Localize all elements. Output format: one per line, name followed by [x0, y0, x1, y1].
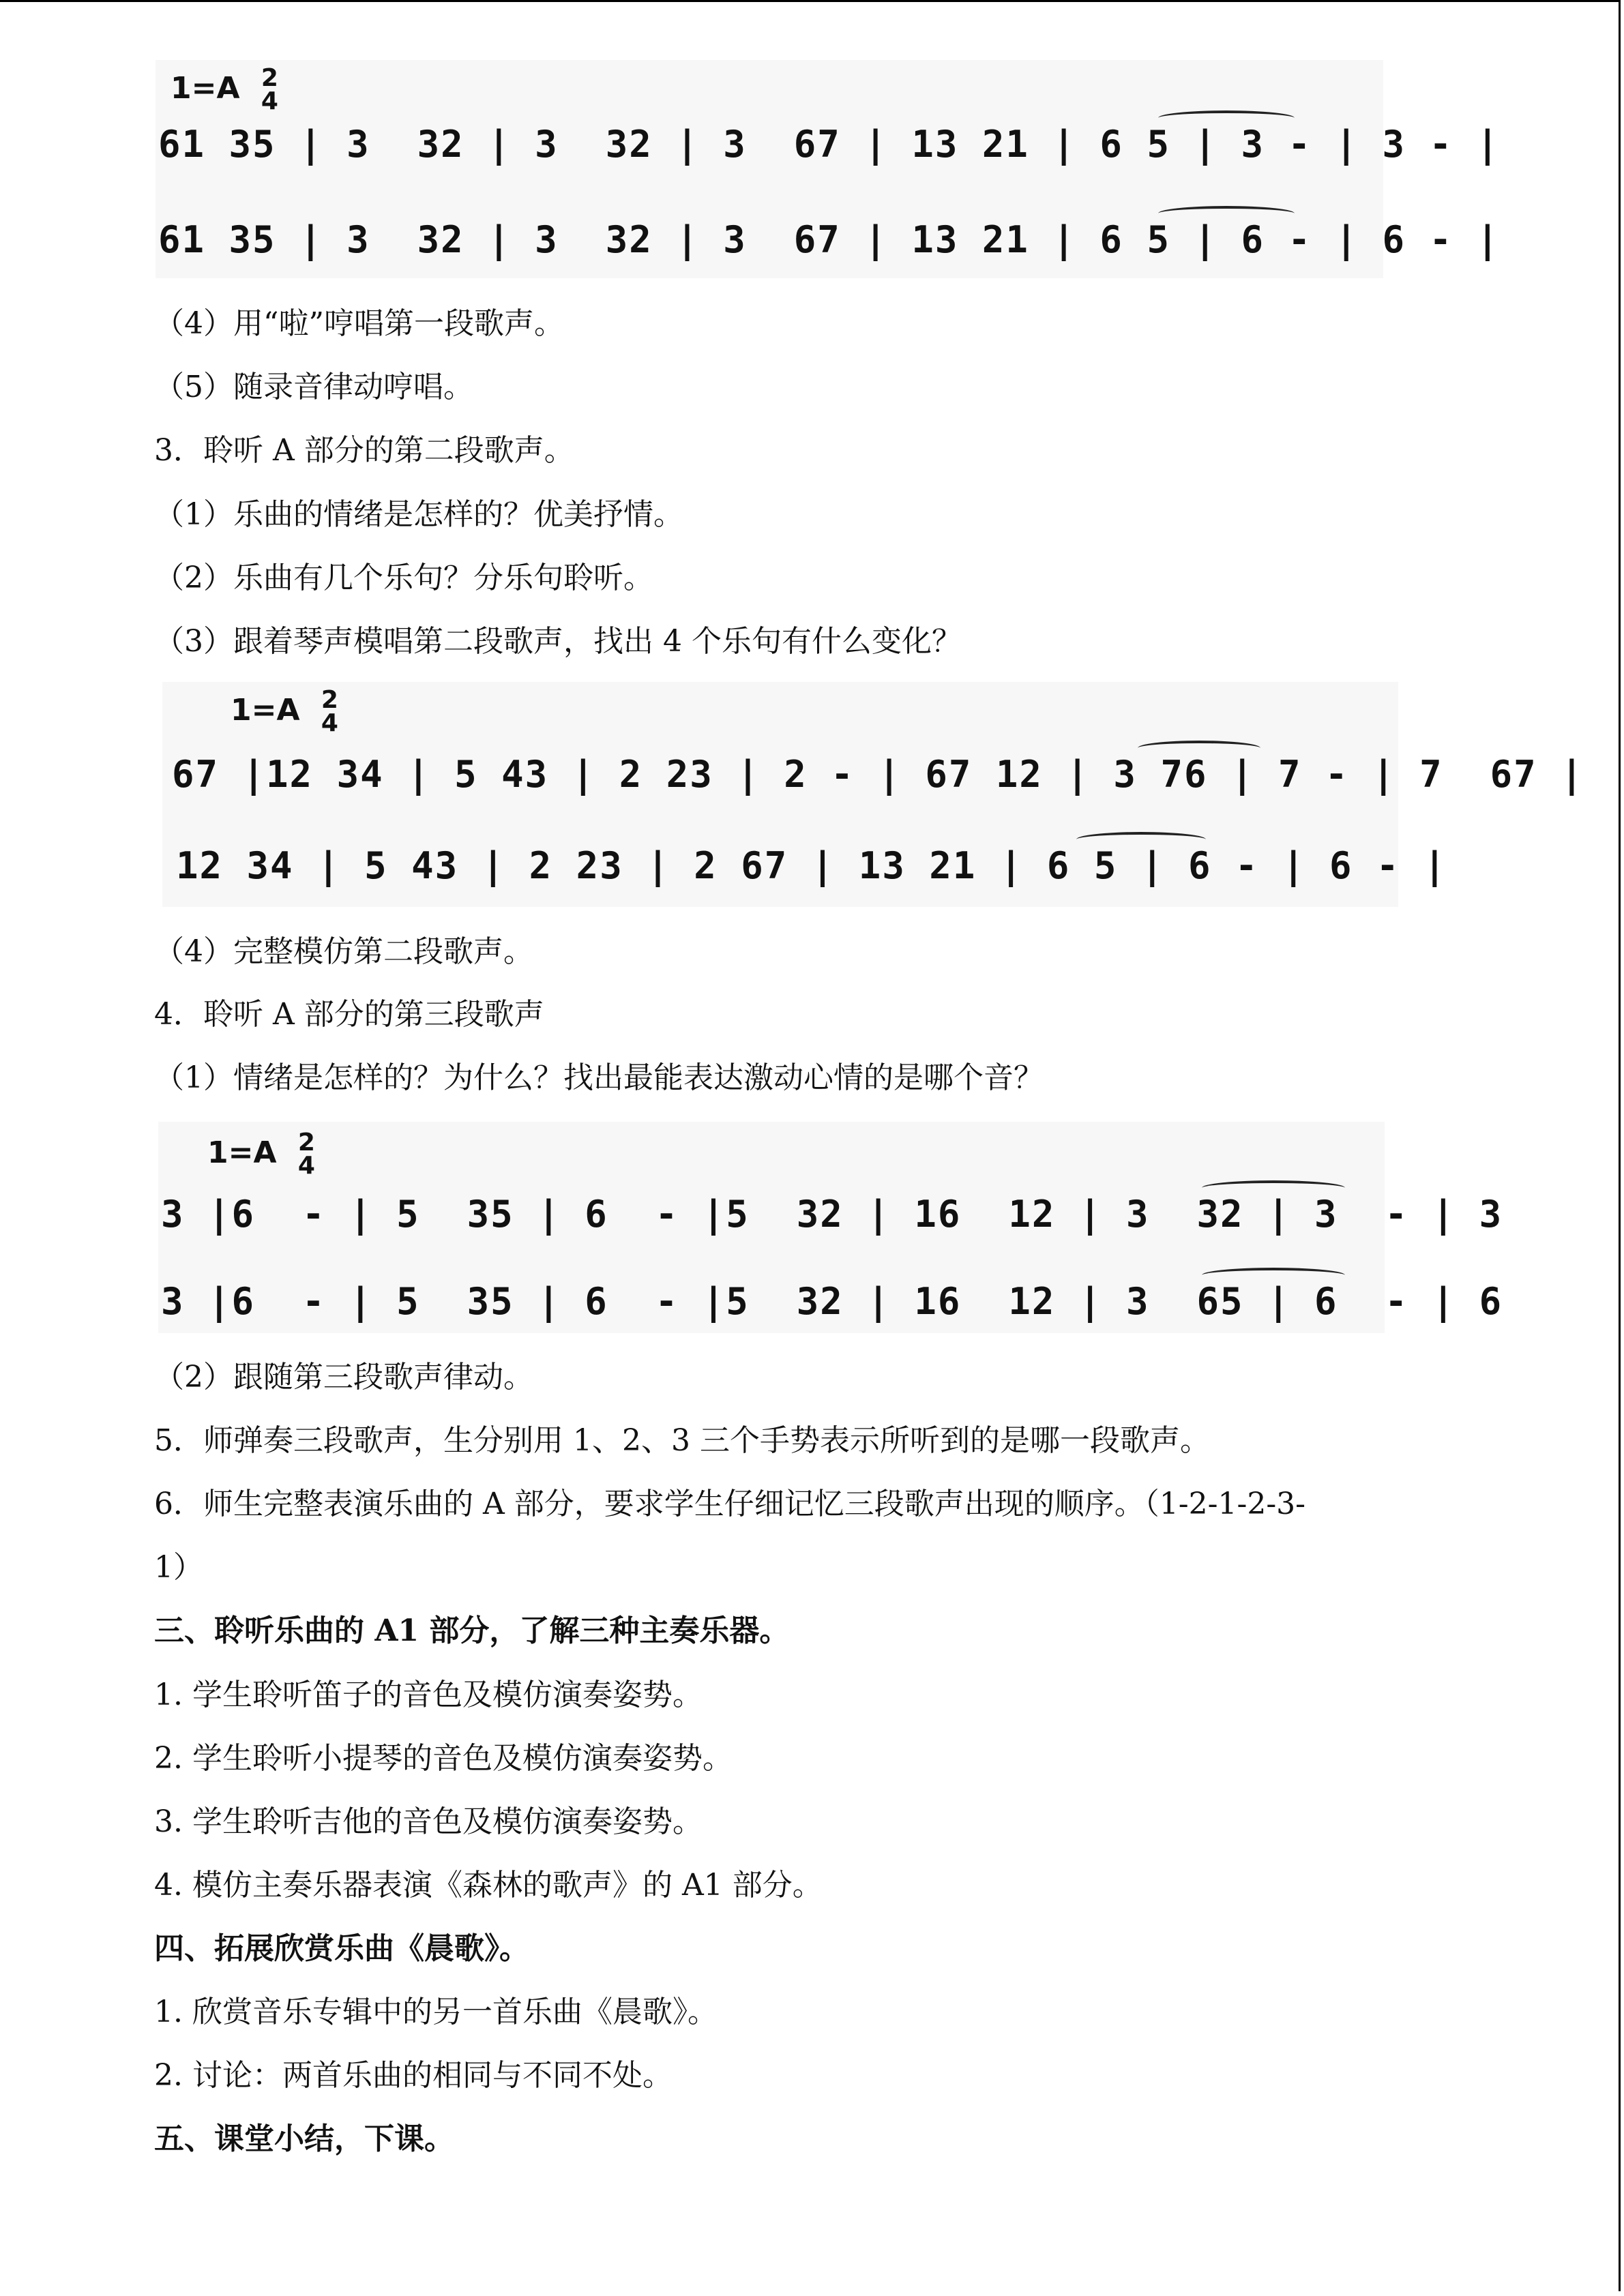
score-2-line-1: 67 |12 34 | 5 43 | 2 23 | 2 - | 67 12 | 3 76 | 7 - | 7 67 |	[172, 753, 1584, 796]
text-line-11: 5．师弹奏三段歌声，生分别用 1、2、3 三个手势表示所听到的是哪一段歌声。	[154, 1423, 1210, 1458]
score-2	[162, 682, 1584, 907]
score-1-key-label: 1=A	[171, 71, 240, 106]
score-1-time-signature: 2 4	[261, 64, 278, 115]
text-line-14: 1. 学生聆听笛子的音色及模仿演奏姿势。	[154, 1678, 703, 1712]
score-1-line-1: 61 35 | 3 32 | 3 32 | 3 67 | 13 21 | 6 5 | 3 - | 3 - |	[158, 123, 1501, 166]
score-1-key	[171, 64, 278, 115]
score-2-time-signature: 2 4	[321, 686, 338, 737]
text-line-9: （1）情绪是怎样的？为什么？找出最能表达激动心情的是哪个音？	[154, 1060, 1044, 1095]
score-3-line-1: 3 |6 - | 5 35 | 6 - |5 32 | 16 12 | 3 32 | 3 - | 3	[161, 1193, 1503, 1236]
text-line-6: （3）跟着琴声模唱第二段歌声，找出 4 个乐句有什么变化？	[154, 624, 962, 659]
score-1	[156, 60, 1501, 278]
score-2-slur-1	[1138, 741, 1260, 756]
section-heading-4: 四、拓展欣赏乐曲《晨歌》。	[154, 1931, 529, 1966]
text-line-17: 4. 模仿主奏乐器表演《森林的歌声》的 A1 部分。	[154, 1868, 823, 1903]
score-1-slur-1	[1158, 110, 1295, 125]
score-3-slur-2	[1202, 1268, 1345, 1283]
section-heading-5: 五、课堂小结，下课。	[154, 2121, 454, 2156]
text-line-16: 3. 学生聆听吉他的音色及模仿演奏姿势。	[154, 1804, 703, 1839]
text-line-15: 2. 学生聆听小提琴的音色及模仿演奏姿势。	[154, 1741, 733, 1776]
score-2-key-label: 1=A	[231, 693, 300, 728]
text-line-3: 3．聆听 A 部分的第二段歌声。	[154, 433, 574, 468]
text-line-2: （5）随录音律动哼唱。	[154, 370, 473, 404]
text-line-8: 4．聆听 A 部分的第三段歌声	[154, 997, 544, 1032]
score-2-slur-2	[1076, 832, 1206, 847]
score-2-line-2: 12 34 | 5 43 | 2 23 | 2 67 | 13 21 | 6 5 | 6 - | 6 - |	[176, 844, 1447, 887]
score-3	[158, 1122, 1503, 1333]
text-line-18: 1. 欣赏音乐专辑中的另一首乐曲《晨歌》。	[154, 1995, 718, 2029]
text-line-13: 1）	[154, 1550, 203, 1585]
text-line-5: （2）乐曲有几个乐句？分乐句聆听。	[154, 561, 653, 595]
score-1-line-2: 61 35 | 3 32 | 3 32 | 3 67 | 13 21 | 6 5 | 6 - | 6 - |	[158, 218, 1501, 261]
section-heading-3: 三、聆听乐曲的 A1 部分，了解三种主奏乐器。	[154, 1613, 790, 1648]
score-3-slur-1	[1202, 1180, 1345, 1195]
text-line-19: 2. 讨论：两首乐曲的相同与不同不处。	[154, 2058, 673, 2093]
text-line-7: （4）完整模仿第二段歌声。	[154, 934, 533, 969]
text-line-12: 6．师生完整表演乐曲的 A 部分，要求学生仔细记忆三段歌声出现的顺序。（1-2-1-2-3-	[154, 1487, 1306, 1521]
score-3-time-signature: 2 4	[297, 1129, 315, 1180]
score-3-key	[207, 1131, 315, 1178]
text-line-4: （1）乐曲的情绪是怎样的？优美抒情。	[154, 497, 683, 532]
score-3-key-label: 1=A	[207, 1135, 277, 1170]
score-1-slur-2	[1158, 206, 1295, 221]
text-line-1: （4）用“啦”哼唱第一段歌声。	[154, 306, 564, 341]
score-2-key	[231, 686, 338, 737]
text-line-10: （2）跟随第三段歌声律动。	[154, 1360, 533, 1395]
score-3-line-2: 3 |6 - | 5 35 | 6 - |5 32 | 16 12 | 3 65 | 6 - | 6	[161, 1280, 1503, 1323]
